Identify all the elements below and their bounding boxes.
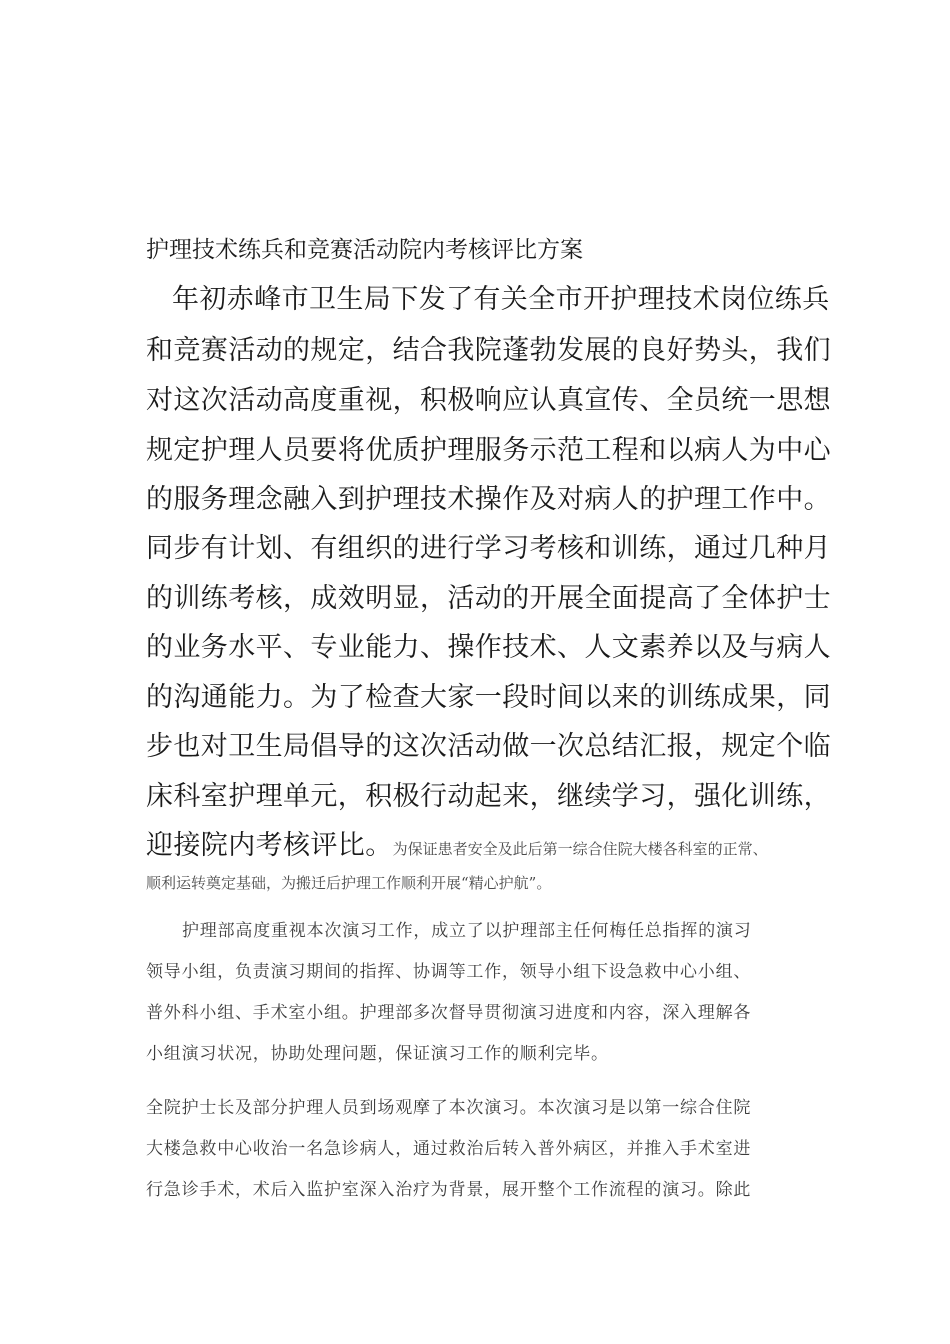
paragraph1-line: 和竞赛活动的规定，结合我院蓬勃发展的良好势头，我们 bbox=[146, 335, 831, 366]
paragraph2-line: 小组演习状况，协助处理问题，保证演习工作的顺利完毕。 bbox=[146, 1044, 609, 1064]
paragraph1-line: 床科室护理单元，积极行动起来，继续学习，强化训练， bbox=[146, 781, 831, 812]
paragraph3-line: 大楼急救中心收治一名急诊病人，通过救治后转入普外病区，并推入手术室进 bbox=[146, 1139, 752, 1159]
paragraph3-line: 行急诊手术，术后入监护室深入治疗为背景，展开整个工作流程的演习。除此 bbox=[146, 1180, 752, 1200]
paragraph2-line: 护理部高度重视本次演习工作，成立了以护理部主任何梅任总指挥的演习 bbox=[182, 921, 752, 941]
paragraph1-line: 步也对卫生局倡导的这次活动做一次总结汇报，规定个临 bbox=[146, 731, 831, 762]
paragraph1-last-small: 为保证患者安全及此后第一综合住院大楼各科室的正常、 bbox=[392, 840, 768, 858]
document-title: 护理技术练兵和竞赛活动院内考核评比方案 bbox=[146, 237, 583, 263]
paragraph1-line: 同步有计划、有组织的进行学习考核和训练，通过几种月 bbox=[146, 533, 831, 564]
paragraph1-line: 的业务水平、专业能力、操作技术、人文素养以及与病人 bbox=[146, 632, 831, 663]
paragraph3-line: 全院护士长及部分护理人员到场观摩了本次演习。本次演习是以第一综合住院 bbox=[146, 1098, 752, 1118]
paragraph1-line: 规定护理人员要将优质护理服务示范工程和以病人为中心 bbox=[146, 435, 831, 466]
paragraph1-line: 的训练考核，成效明显，活动的开展全面提高了全体护士 bbox=[146, 583, 831, 614]
paragraph1-mixed-line bbox=[146, 821, 846, 870]
paragraph1-line: 的服务理念融入到护理技术操作及对病人的护理工作中。 bbox=[146, 484, 831, 515]
paragraph1-last-large: 迎接院内考核评比。 bbox=[146, 830, 393, 861]
paragraph1-line: 的沟通能力。为了检查大家一段时间以来的训练成果，同 bbox=[146, 682, 831, 713]
paragraph1-continuation: 顺利运转奠定基础，为搬迁后护理工作顺利开展“精心护航”。 bbox=[146, 874, 552, 892]
paragraph1-line: 年初赤峰市卫生局下发了有关全市开护理技术岗位练兵 bbox=[172, 284, 830, 315]
paragraph2-line: 普外科小组、手术室小组。护理部多次督导贯彻演习进度和内容，深入理解各 bbox=[146, 1003, 752, 1023]
paragraph2-line: 领导小组，负责演习期间的指挥、协调等工作，领导小组下设急救中心小组、 bbox=[146, 962, 752, 982]
paragraph1-line: 对这次活动高度重视，积极响应认真宣传、全员统一思想 bbox=[146, 385, 831, 416]
